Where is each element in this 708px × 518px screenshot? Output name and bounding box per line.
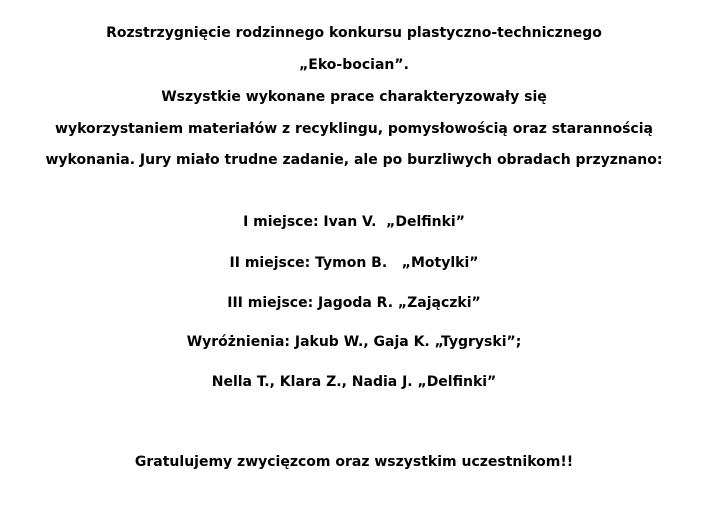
distinctions-line-1: Wyróżnienia: Jakub W., Gaja K. „Tygryski”; <box>186 334 522 350</box>
intro-line-3: wykonania. Jury miało trudne zadanie, ale po burzliwych obradach przyznano: <box>45 152 663 168</box>
title-line-2: „Eko-bocian”. <box>299 57 409 73</box>
result-third-place: III miejsce: Jagoda R. „Zajączki” <box>227 295 481 311</box>
result-second-place: II miejsce: Tymon B. „Motylki” <box>229 255 479 271</box>
intro-line-2: wykorzystaniem materiałów z recyklingu, pomysłowością oraz starannością <box>55 121 653 137</box>
intro-line-1: Wszystkie wykonane prace charakteryzowały się <box>161 89 547 105</box>
distinctions-line-2: Nella T., Klara Z., Nadia J. „Delfinki” <box>211 374 497 390</box>
result-first-place: I miejsce: Ivan V. „Delfinki” <box>243 214 465 230</box>
closing-congratulations: Gratulujemy zwycięzcom oraz wszystkim uczestnikom!! <box>134 454 574 470</box>
title-line-1: Rozstrzygnięcie rodzinnego konkursu plastyczno-technicznego <box>106 25 602 41</box>
